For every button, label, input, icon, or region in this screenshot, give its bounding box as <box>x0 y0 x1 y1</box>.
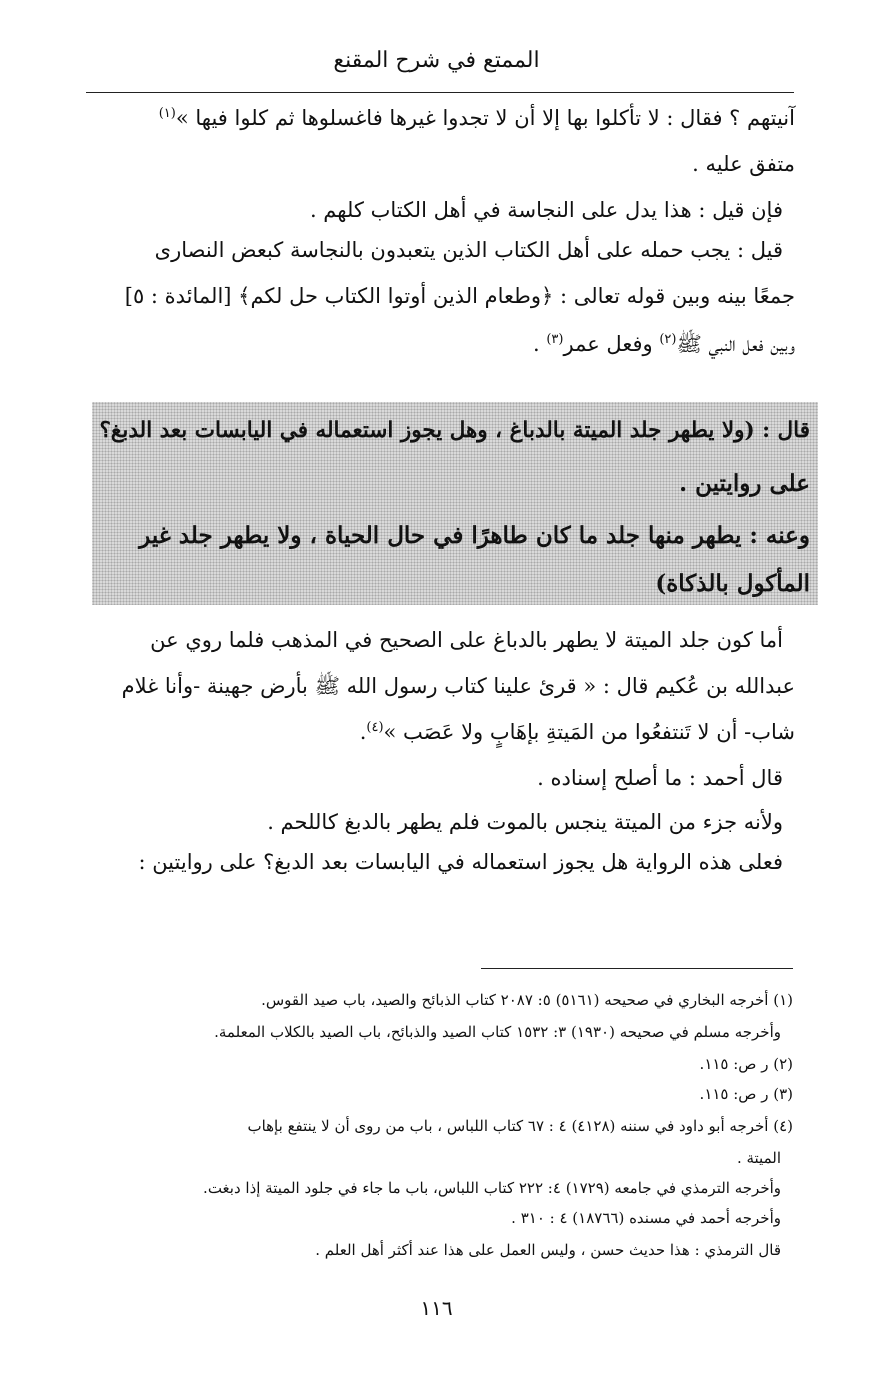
body-line-9-end: . <box>359 720 367 744</box>
body-line-7: أما كون جلد الميتة لا يطهر بالدباغ على الصحيح في المذهب فلما روي عن <box>150 628 783 652</box>
footnote-1: (١) أخرجه البخاري في صحيحه (٥١٦١) ٥: ٢٠٨٧ كتاب الذبائح والصيد، باب صيد القوس. <box>261 991 793 1009</box>
page-number: ١١٦ <box>420 1296 453 1320</box>
matn-line-1: قال : (ولا يطهر جلد الميتة بالدباغ ، وهل يجوز استعماله في اليابسات بعد الدبغ؟ <box>99 418 810 443</box>
footnote-ref-3: (٣) <box>546 332 564 347</box>
body-line-9-text: شاب- أن لا تَنتفعُوا من المَيتةِ بإهَابٍ ولا عَصَب » <box>383 720 795 744</box>
footnote-4-cont: الميتة . <box>736 1149 781 1167</box>
body-line-6-text-c: . <box>532 332 547 356</box>
body-line-6-text-b: وفعل عمر <box>563 332 660 356</box>
footnote-4: (٤) أخرجه أبو داود في سننه (٤١٢٨) ٤ : ٦٧ كتاب اللباس ، باب من روى أن لا ينتفع بإهاب <box>247 1117 793 1135</box>
header-rule <box>86 92 794 93</box>
body-line-11: ولأنه جزء من الميتة ينجس بالموت فلم يطهر بالدبغ كاللحم . <box>267 810 783 834</box>
matn-line-3: وعنه : يطهر منها جلد ما كان طاهرًا في حال الحياة ، ولا يطهر جلد غير <box>139 522 810 549</box>
body-line-5: جمعًا بينه وبين قوله تعالى : ﴿وطعام الذين أوتوا الكتاب حل لكم﴾ [المائدة : ٥] <box>124 284 795 308</box>
body-line-12: فعلى هذه الرواية هل يجوز استعماله في اليابسات بعد الدبغ؟ على روايتين : <box>138 850 783 874</box>
matn-line-4: المأكول بالذكاة) <box>655 570 810 597</box>
footnote-ref-4: (٤) <box>366 720 384 735</box>
body-line-2: متفق عليه . <box>692 152 795 176</box>
footnote-ref-2: (٢) <box>659 332 677 347</box>
running-header: الممتع في شرح المقنع <box>333 48 540 73</box>
matn-line-2: على روايتين . <box>679 470 810 497</box>
body-line-8: عبدالله بن عُكيم قال : « قرئ علينا كتاب رسول الله ﷺ بأرض جهينة -وأنا غلام <box>121 674 795 698</box>
footnote-1-cont: وأخرجه مسلم في صحيحه (١٩٣٠) ٣: ١٥٣٢ كتاب الصيد والذبائح، باب الصيد بالكلاب المعلمة. <box>214 1023 781 1041</box>
matn-box <box>92 402 818 605</box>
body-line-6-text-a: وبين فعل النبي ﷺ <box>676 332 795 356</box>
body-line-6 <box>533 334 795 355</box>
body-line-10: قال أحمد : ما أصلح إسناده . <box>537 766 783 790</box>
body-line-1 <box>159 108 795 129</box>
footnote-ref-1: (١) <box>158 106 176 121</box>
body-line-4: قيل : يجب حمله على أهل الكتاب الذين يتعبدون بالنجاسة كبعض النصارى <box>154 238 783 262</box>
footnote-rule <box>481 968 793 969</box>
footnote-4-tirmidhi: وأخرجه الترمذي في جامعه (١٧٢٩) ٤: ٢٢٢ كتاب اللباس، باب ما جاء في جلود الميتة إذا دبغت. <box>203 1179 781 1197</box>
footnote-4-tirmidhi-comment: قال الترمذي : هذا حديث حسن ، وليس العمل على هذا عند أكثر أهل العلم . <box>315 1241 781 1259</box>
footnote-4-ahmad: وأخرجه أحمد في مسنده (١٨٧٦٦) ٤ : ٣١٠ . <box>511 1209 781 1227</box>
body-line-9 <box>360 722 795 743</box>
body-line-1-text: آنيتهم ؟ فقال : لا تأكلوا بها إلا أن لا تجدوا غيرها فاغسلوها ثم كلوا فيها » <box>175 106 795 130</box>
footnote-2: (٢) ر ص: ١١٥. <box>699 1055 793 1073</box>
footnote-3: (٣) ر ص: ١١٥. <box>699 1085 793 1103</box>
body-line-3: فإن قيل : هذا يدل على النجاسة في أهل الكتاب كلهم . <box>309 198 783 222</box>
